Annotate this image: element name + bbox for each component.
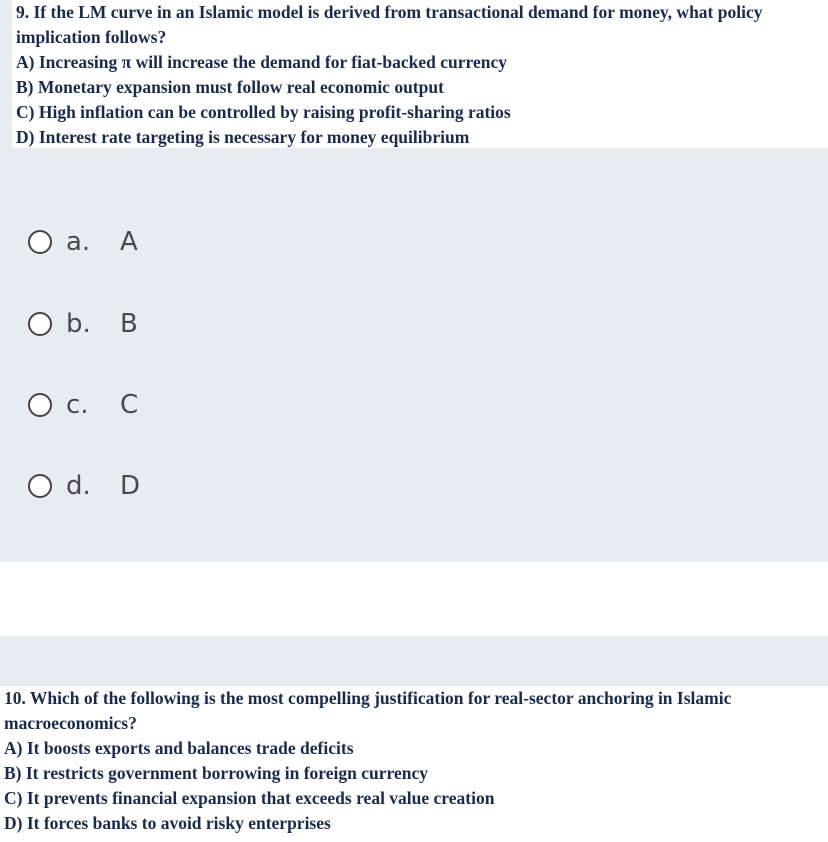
question-9-text: 9. If the LM curve in an Islamic model is derived from transactional demand for money, what policy implication follows? — [16, 2, 763, 47]
option-b[interactable] — [28, 300, 328, 348]
option-label: A — [120, 227, 138, 257]
question-10-text-block — [0, 686, 828, 842]
option-d[interactable] — [28, 462, 328, 510]
question-9-text-block — [12, 0, 828, 148]
question-10-choice-c: C) It prevents financial expansion that exceeds real value creation — [4, 788, 495, 808]
radio-icon[interactable] — [28, 312, 52, 336]
question-9-choice-a: A) Increasing π will increase the demand for fiat-backed currency — [16, 52, 507, 72]
question-10-choice-b: B) It restricts government borrowing in foreign currency — [4, 763, 428, 783]
option-letter: d. — [66, 471, 91, 501]
radio-icon[interactable] — [28, 393, 52, 417]
question-10-choice-d: D) It forces banks to avoid risky enterprises — [4, 813, 331, 833]
question-9-choice-c: C) High inflation can be controlled by raising profit-sharing ratios — [16, 102, 511, 122]
question-10-text: 10. Which of the following is the most compelling justification for real-sector anchoring in Islamic macroeconomics? — [4, 688, 732, 733]
option-letter: c. — [66, 390, 89, 420]
option-letter: a. — [66, 227, 91, 257]
question-9-choice-b: B) Monetary expansion must follow real economic output — [16, 77, 444, 97]
option-label: C — [120, 390, 139, 420]
radio-icon[interactable] — [28, 230, 52, 254]
question-10-panel — [0, 636, 828, 842]
question-separator — [0, 562, 828, 636]
question-9-choice-d: D) Interest rate targeting is necessary for money equilibrium — [16, 127, 470, 147]
question-10-choice-a: A) It boosts exports and balances trade deficits — [4, 738, 354, 758]
option-a[interactable] — [28, 218, 328, 266]
radio-icon[interactable] — [28, 474, 52, 498]
option-label: D — [120, 471, 141, 501]
option-c[interactable] — [28, 381, 328, 429]
option-letter: b. — [66, 309, 91, 339]
option-label: B — [120, 309, 138, 339]
